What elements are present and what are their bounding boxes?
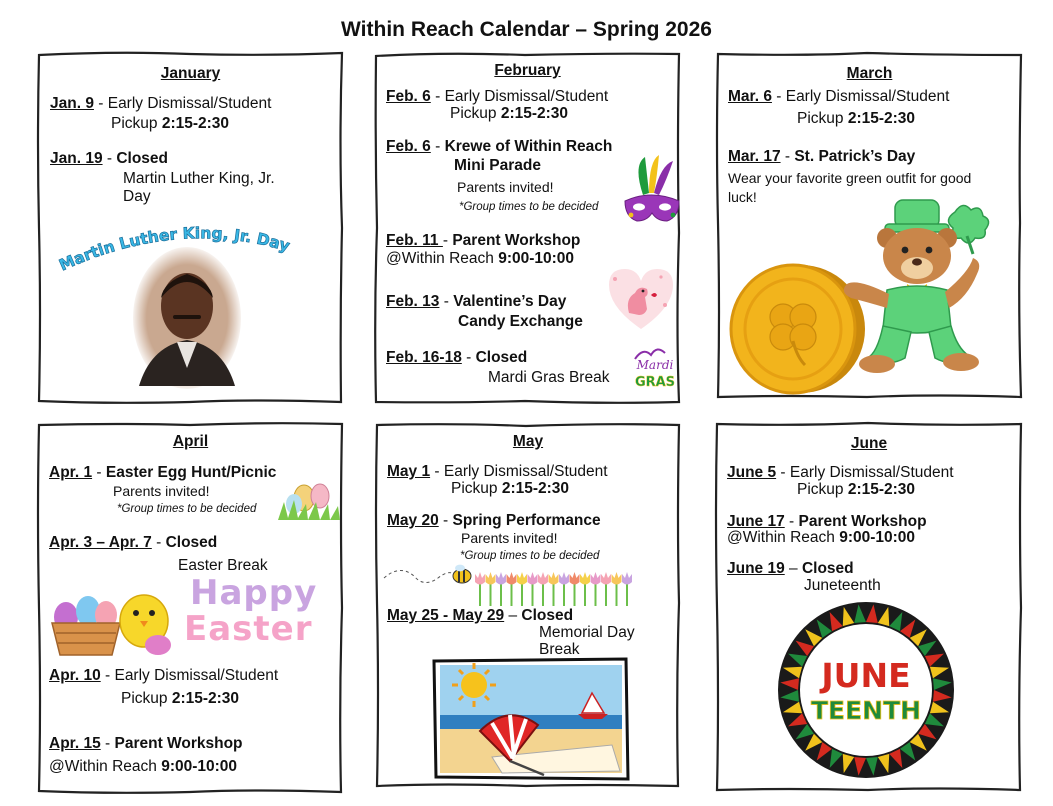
svg-text:JUNE: JUNE bbox=[821, 656, 911, 695]
event-feb-6-parade-line2: Mini Parade bbox=[454, 157, 541, 174]
tulip-flower bbox=[591, 572, 601, 585]
parents-invited-note: Parents invited! bbox=[461, 530, 558, 546]
event-may-20: May 20 - Spring Performance bbox=[387, 512, 601, 529]
svg-text:Mardi: Mardi bbox=[636, 358, 674, 372]
tulip-flower bbox=[622, 572, 632, 585]
tulip-flower bbox=[559, 572, 569, 585]
event-mar-17-line2: Wear your favorite green outfit for good bbox=[728, 170, 972, 186]
event-june-17-location: @Within Reach 9:00-10:00 bbox=[727, 529, 916, 546]
event-feb-11: Feb. 11 - Parent Workshop bbox=[386, 232, 581, 249]
month-heading: June bbox=[850, 435, 888, 452]
event-june-19-line2: Juneteenth bbox=[804, 577, 881, 594]
event-feb-11-location: @Within Reach 9:00-10:00 bbox=[386, 250, 575, 267]
tulip-flower bbox=[549, 572, 559, 585]
tulip-flower bbox=[528, 572, 538, 585]
bee-flowers-icon bbox=[380, 556, 642, 608]
event-feb-16-18-line2: Mardi Gras Break bbox=[488, 369, 610, 386]
svg-text:Martin Luther King, Jr. Day: Martin Luther King, Jr. Day bbox=[56, 224, 292, 275]
parents-invited-note: Parents invited! bbox=[113, 483, 210, 499]
mlk-portrait bbox=[131, 246, 243, 391]
event-apr-10: Apr. 10 - Early Dismissal/Student bbox=[49, 667, 279, 684]
tulip-flower bbox=[580, 572, 590, 585]
event-may-1: May 1 - Early Dismissal/Student bbox=[387, 463, 608, 480]
event-apr-1: Apr. 1 - Easter Egg Hunt/Picnic bbox=[49, 464, 277, 481]
event-feb-6-parade: Feb. 6 - Krewe of Within Reach bbox=[386, 138, 613, 155]
leprechaun-bear-icon bbox=[837, 198, 1002, 373]
january-card bbox=[38, 53, 343, 403]
event-jan-9: Jan. 9 - Early Dismissal/Student bbox=[50, 95, 272, 112]
event-jan-19-line3: Day bbox=[123, 188, 151, 205]
event-apr-15-location: @Within Reach 9:00-10:00 bbox=[49, 758, 238, 775]
event-may-25-29-line2: Memorial Day bbox=[539, 624, 635, 641]
event-apr-10-time: Pickup 2:15-2:30 bbox=[121, 690, 240, 707]
tulip-flower bbox=[612, 572, 622, 585]
tulip-flower bbox=[517, 572, 527, 585]
easter-chick-basket-icon bbox=[50, 569, 178, 657]
parents-invited-note: Parents invited! bbox=[457, 179, 554, 195]
june-card bbox=[716, 423, 1022, 791]
group-times-note: *Group times to be decided bbox=[117, 503, 257, 515]
month-heading: May bbox=[512, 433, 544, 450]
svg-text:GRAS: GRAS bbox=[634, 375, 676, 390]
april-card bbox=[38, 423, 343, 793]
event-june-5-time: Pickup 2:15-2:30 bbox=[797, 481, 916, 498]
event-mar-17: Mar. 17 - St. Patrick’s Day bbox=[728, 148, 916, 165]
event-apr-3-7-line2: Easter Break bbox=[178, 557, 268, 574]
event-mar-6: Mar. 6 - Early Dismissal/Student bbox=[728, 88, 950, 105]
easter-eggs-grass-icon bbox=[276, 478, 342, 522]
tulip-row bbox=[475, 572, 632, 606]
mardi-gras-badge-icon bbox=[631, 349, 681, 397]
month-heading: January bbox=[160, 65, 221, 82]
tulip-flower bbox=[496, 572, 506, 585]
page-title: Within Reach Calendar – Spring 2026 bbox=[341, 18, 712, 41]
svg-text:TEENTH: TEENTH bbox=[810, 696, 922, 725]
event-feb-6: Feb. 6 - Early Dismissal/Student bbox=[386, 88, 609, 105]
event-jan-9-time: Pickup 2:15-2:30 bbox=[111, 115, 230, 132]
tulip-flower bbox=[507, 572, 517, 585]
event-june-17: June 17 - Parent Workshop bbox=[727, 513, 927, 530]
event-mar-6-time: Pickup 2:15-2:30 bbox=[797, 110, 916, 127]
tulip-flower bbox=[486, 572, 496, 585]
group-times-note: *Group times to be decided bbox=[459, 201, 599, 213]
tulip-flower bbox=[538, 572, 548, 585]
event-jan-19-line2: Martin Luther King, Jr. bbox=[123, 170, 275, 187]
february-card bbox=[375, 53, 680, 403]
beach-umbrella-icon bbox=[432, 657, 630, 781]
event-apr-3-7: Apr. 3 – Apr. 7 - Closed bbox=[49, 534, 218, 551]
month-heading: April bbox=[172, 433, 209, 450]
event-june-19: June 19 – Closed bbox=[727, 560, 854, 577]
march-card bbox=[717, 53, 1022, 398]
happy-easter-text: Happy Easter bbox=[184, 573, 318, 649]
event-mar-17-line3: luck! bbox=[728, 189, 757, 205]
event-feb-16-18: Feb. 16-18 - Closed bbox=[386, 349, 528, 366]
event-jan-19: Jan. 19 - Closed bbox=[50, 150, 169, 167]
may-card bbox=[376, 423, 680, 787]
group-times-note: *Group times to be decided bbox=[460, 550, 600, 562]
juneteenth-logo-icon bbox=[770, 597, 962, 783]
tulip-flower bbox=[570, 572, 580, 585]
event-may-25-29: May 25 - May 29 – Closed bbox=[387, 607, 574, 624]
event-feb-6-time: Pickup 2:15-2:30 bbox=[450, 105, 569, 122]
event-feb-13-line2: Candy Exchange bbox=[458, 313, 583, 330]
event-apr-15: Apr. 15 - Parent Workshop bbox=[49, 735, 243, 752]
event-may-1-time: Pickup 2:15-2:30 bbox=[451, 480, 570, 497]
month-heading: March bbox=[846, 65, 893, 82]
tulip-flower bbox=[601, 572, 611, 585]
heart-dinosaur-icon bbox=[605, 265, 677, 333]
event-feb-13: Feb. 13 - Valentine’s Day bbox=[386, 293, 567, 310]
mardi-gras-mask-icon bbox=[623, 155, 681, 231]
event-june-5: June 5 - Early Dismissal/Student bbox=[727, 464, 954, 481]
event-may-25-29-line3: Break bbox=[539, 641, 580, 658]
month-heading: February bbox=[494, 62, 561, 79]
tulip-flower bbox=[475, 572, 485, 585]
